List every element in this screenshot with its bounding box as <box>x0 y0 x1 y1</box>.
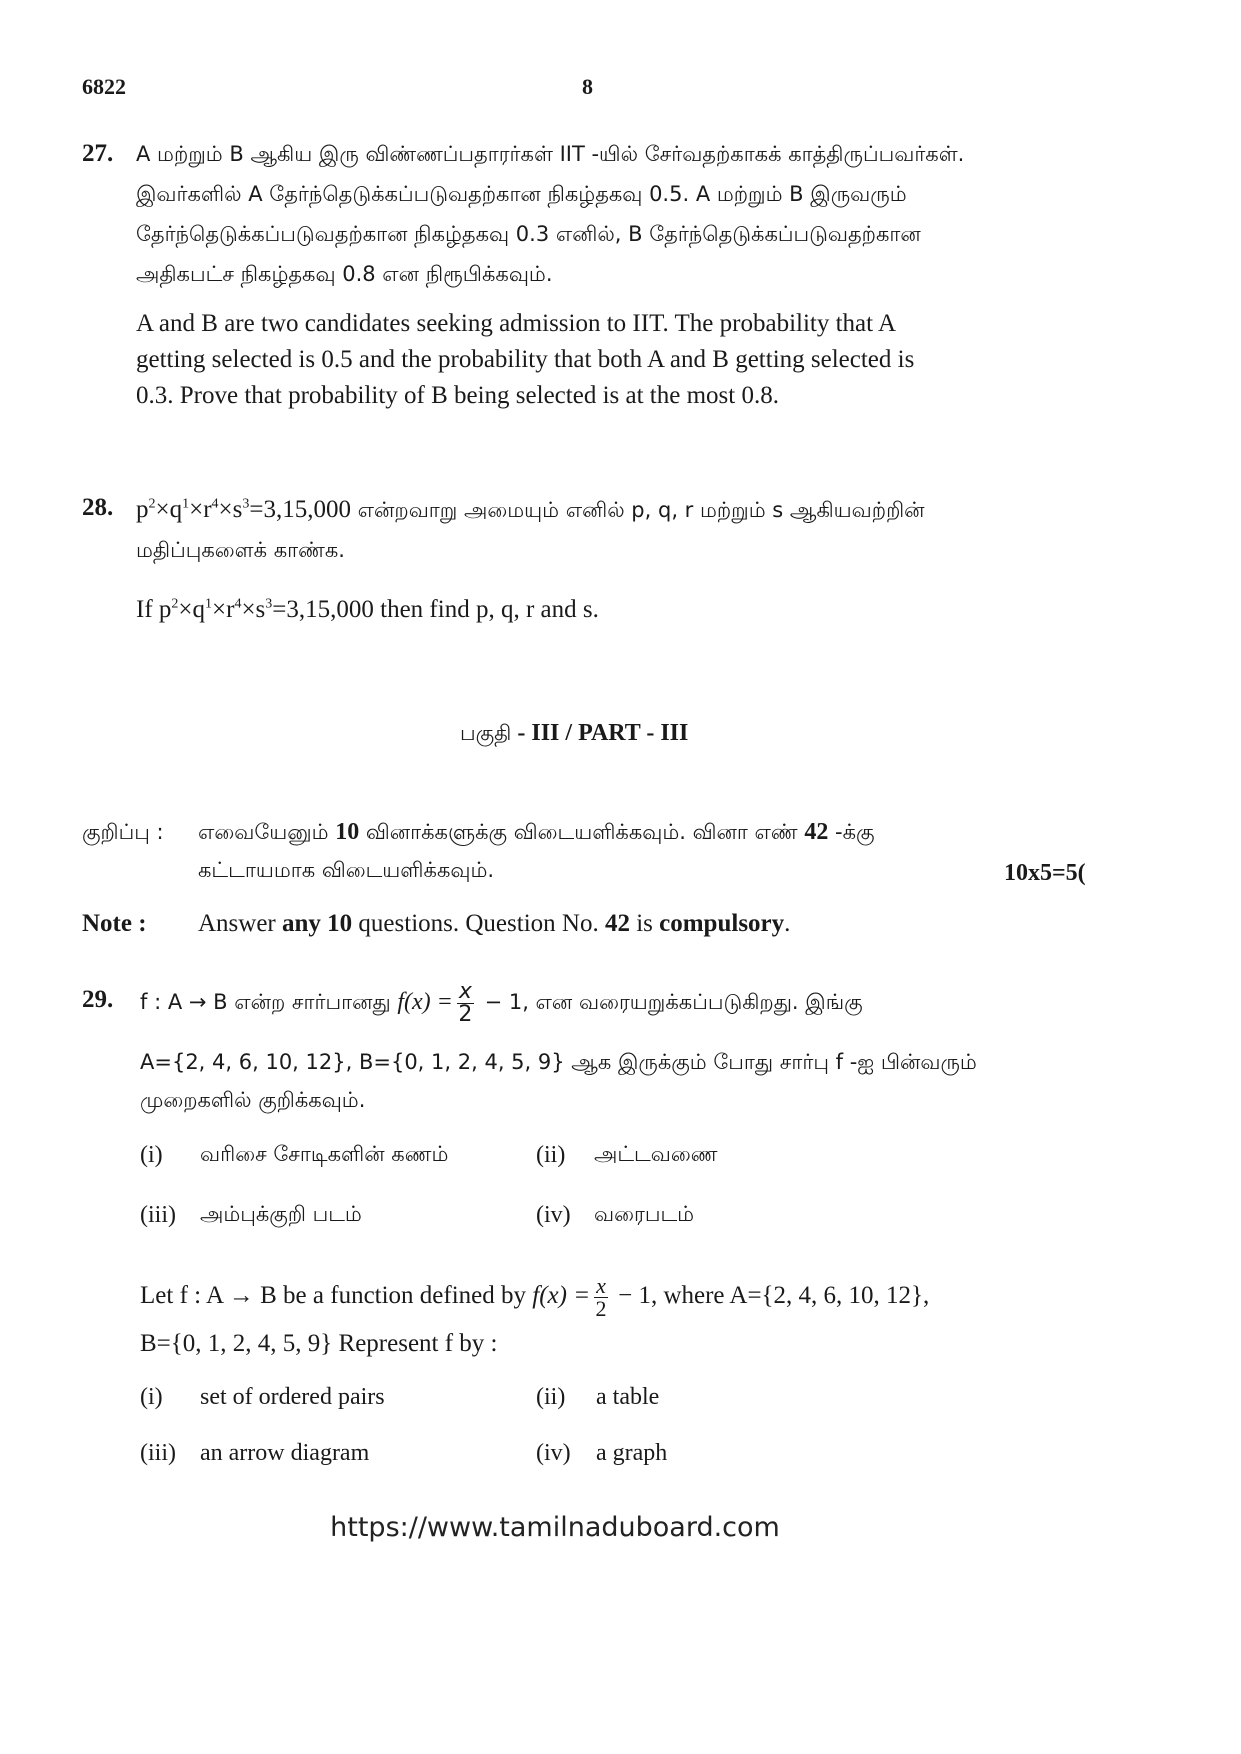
option-text: a table <box>596 1384 660 1410</box>
footer-url[interactable]: https://www.tamilnaduboard.com <box>330 1512 780 1543</box>
question-27-tamil-line: தேர்ந்தெடுக்கப்படுவதற்கான நிகழ்தகவு 0.3 எனில், B தேர்ந்தெடுக்கப்படுவதற்கான <box>136 222 921 246</box>
option-text: அம்புக்குறி படம் <box>200 1202 362 1226</box>
option-text: set of ordered pairs <box>200 1384 385 1410</box>
part-heading: பகுதி - III / PART - III <box>460 720 689 746</box>
question-27-english-line: getting selected is 0.5 and the probability that both A and B getting selected is <box>136 346 915 373</box>
question-27-tamil-line: A மற்றும் B ஆகிய இரு விண்ணப்பதாரர்கள் IIT -யில் சேர்வதற்காகக் காத்திருப்பவர்கள். <box>136 142 965 166</box>
option-label: (iii) <box>140 1440 176 1466</box>
note-tamil-line-2: கட்டாயமாக விடையளிக்கவும். <box>198 858 495 882</box>
question-29-english-line-1: Let f : A → B be a function defined by f(x) = $\frac{x}{2}$ − 1, where A={2, 4, 6, 10, 12}, <box>140 1272 930 1321</box>
option-text: a graph <box>596 1440 668 1466</box>
question-29-tamil-line-2: A={2, 4, 6, 10, 12}, B={0, 1, 2, 4, 5, 9} ஆக இருக்கும் போது சார்பு f -ஐ பின்வரும் <box>140 1050 977 1074</box>
question-27-tamil-line: இவர்களில் A தேர்ந்தெடுக்கப்படுவதற்கான நிகழ்தகவு 0.5. A மற்றும் B இருவரும் <box>136 182 907 206</box>
question-27-tamil-line: அதிகபட்ச நிகழ்தகவு 0.8 என நிரூபிக்கவும். <box>136 262 553 286</box>
question-27-english-line: 0.3. Prove that probability of B being selected is at the most 0.8. <box>136 382 779 409</box>
option-label: (iii) <box>140 1202 176 1228</box>
option-label: (iv) <box>536 1202 571 1228</box>
paper-code: 6822 <box>82 74 126 99</box>
question-28-tamil-line-2: மதிப்புகளைக் காண்க. <box>136 538 345 562</box>
option-text: அட்டவணை <box>594 1142 718 1166</box>
note-english-text: Answer any 10 questions. Question No. 42 is compulsory. <box>198 910 791 937</box>
question-29-english-line-2: B={0, 1, 2, 4, 5, 9} Represent f by : <box>140 1330 498 1357</box>
option-label: (iv) <box>536 1440 571 1466</box>
note-tamil-line-1: எவையேனும் 10 வினாக்களுக்கு விடையளிக்கவும். வினா எண் 42 -க்கு <box>198 819 875 845</box>
question-28-english: If $p^2\times q^1\times r^4\times s^3=3,15,000$ then find p, q, r and s. <box>136 596 599 623</box>
option-text: வரைபடம் <box>594 1202 695 1226</box>
question-29-tamil-line-1: f : A → B என்ற சார்பானது f(x) = $\frac{x}{2}$ − 1, என வரையறுக்கப்படுகிறது. இங்கு <box>140 978 863 1027</box>
option-text: an arrow diagram <box>200 1440 370 1466</box>
note-english-label: Note : <box>82 910 147 937</box>
question-29-tamil-line-3: முறைகளில் குறிக்கவும். <box>140 1088 366 1112</box>
option-text: வரிசை சோடிகளின் கணம் <box>200 1142 449 1166</box>
question-28-tamil-line-1: $p^2\times q^1\times r^4\times s^3=3,15,000$ என்றவாறு அமையும் எனில் p, q, r மற்றும் s ஆகியவற்றின் <box>136 496 925 523</box>
question-27-tamil <box>136 134 1076 294</box>
page-number: 8 <box>582 74 593 99</box>
question-29-number: 29. <box>82 986 114 1013</box>
marks-label: 10x5=5( <box>1004 860 1086 886</box>
question-28-number: 28. <box>82 494 114 521</box>
note-tamil-label: குறிப்பு : <box>82 820 164 844</box>
option-label: (ii) <box>536 1384 566 1410</box>
question-27-english <box>136 306 1076 414</box>
equation: $p^2\times q^1\times r^4\times s^3=3,15,000$ <box>136 496 351 523</box>
question-27-english-line: A and B are two candidates seeking admission to IIT. The probability that A <box>136 310 897 337</box>
fraction: $\frac{x}{2}$ <box>595 1272 607 1321</box>
question-27-number: 27. <box>82 140 114 167</box>
equation: $p^2\times q^1\times r^4\times s^3=3,15,000$ <box>158 596 374 623</box>
option-label: (i) <box>140 1384 163 1410</box>
option-label: (i) <box>140 1142 163 1168</box>
option-label: (ii) <box>536 1142 566 1168</box>
fraction: $\frac{x}{2}$ <box>458 978 473 1027</box>
